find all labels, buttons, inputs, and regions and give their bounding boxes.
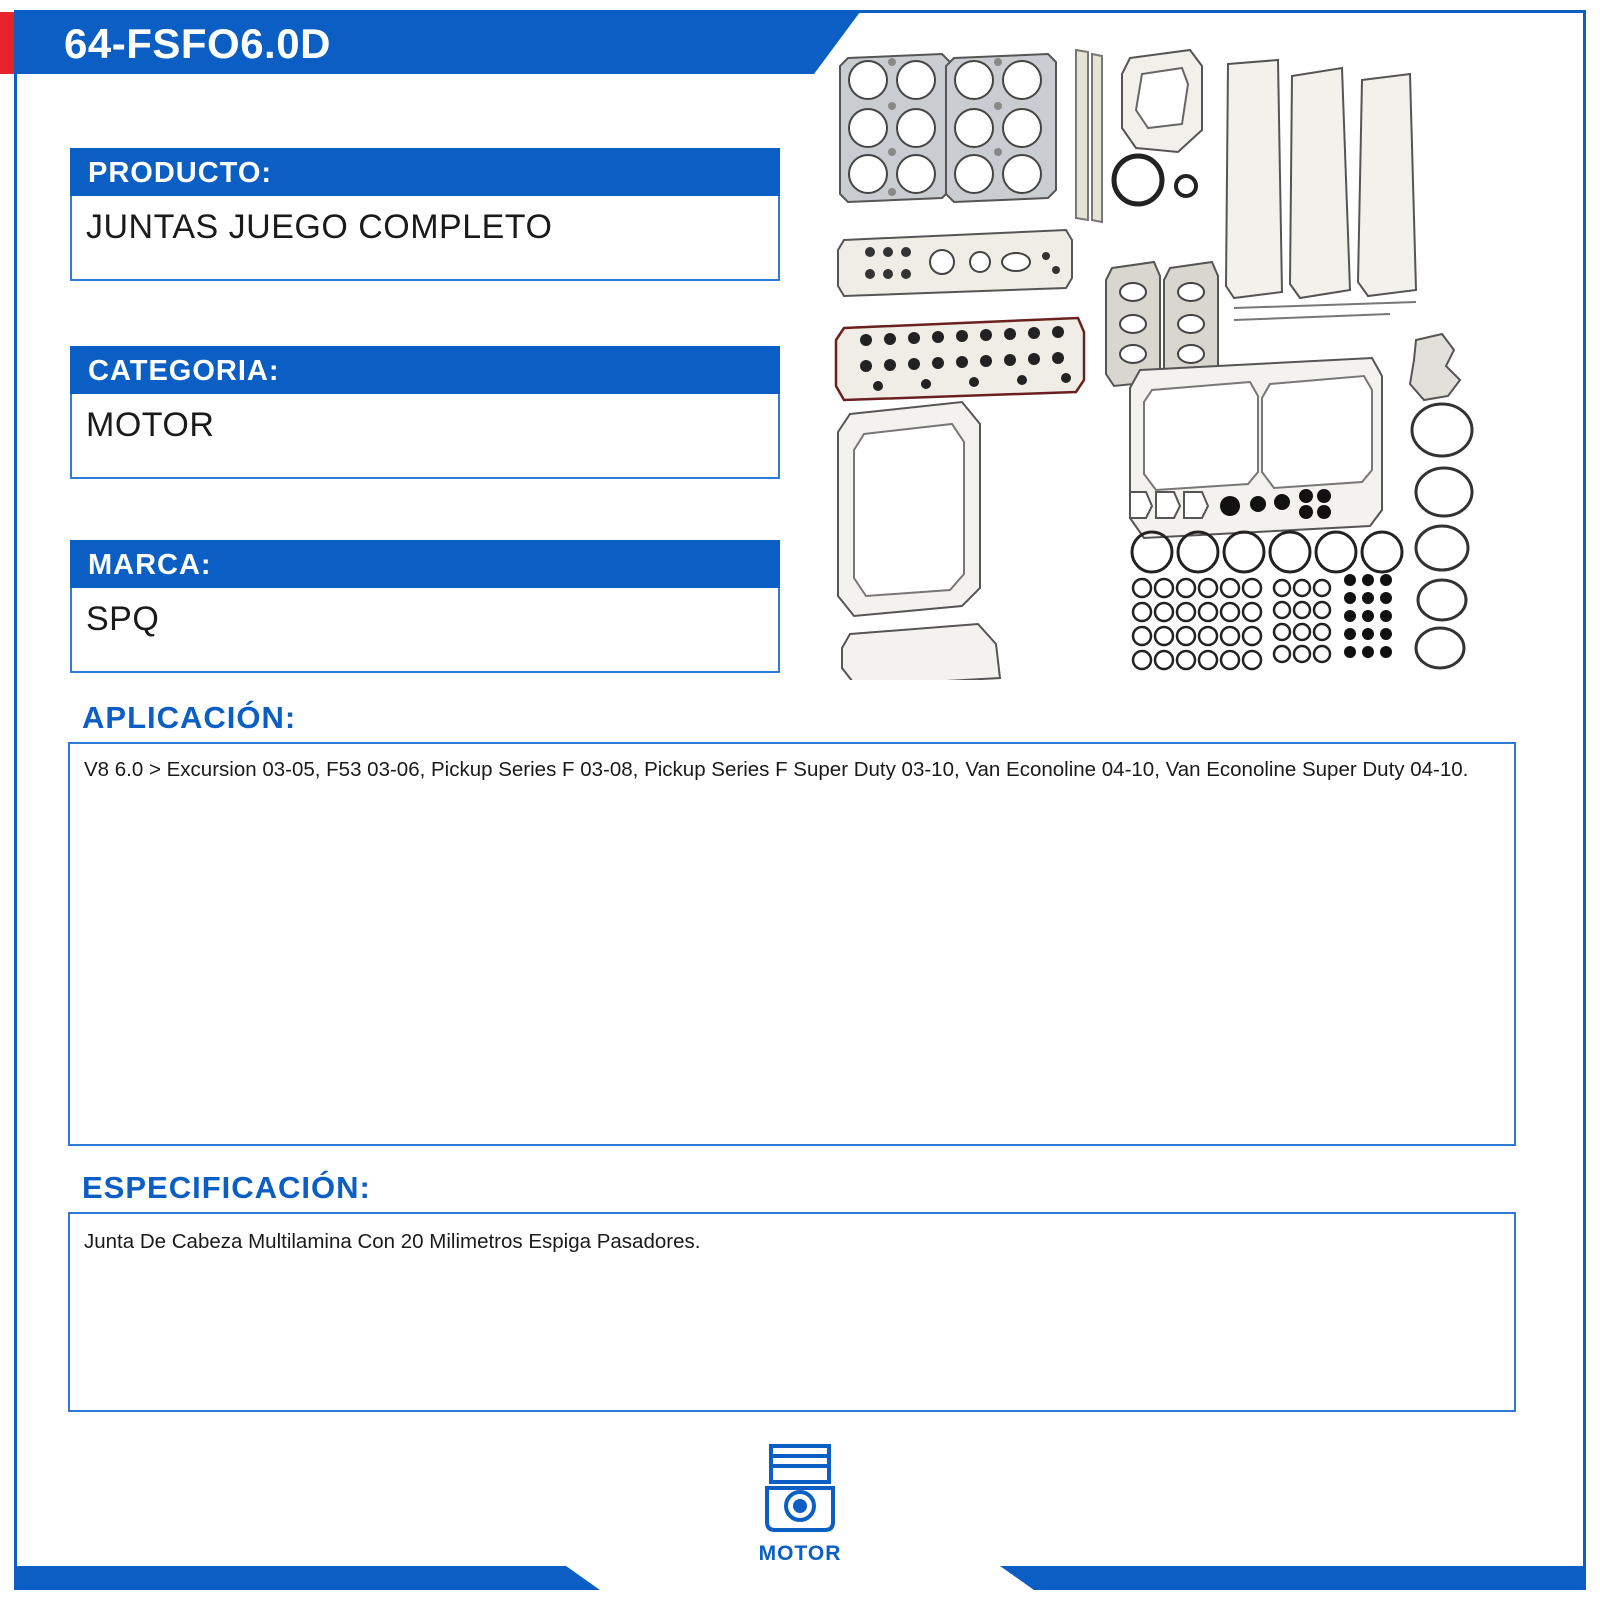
full-gasket-set-photo xyxy=(830,40,1570,680)
marca-label: MARCA: xyxy=(70,540,780,588)
aplicacion-text: V8 6.0 > Excursion 03-05, F53 03-06, Pickup Series F 03-08, Pickup Series F Super Duty 03-10, Van Econoline 04-10, Van Econoline Super Duty 04-10. xyxy=(84,758,1469,781)
info-block-categoria xyxy=(70,346,780,479)
producto-value: JUNTAS JUEGO COMPLETO xyxy=(86,208,553,246)
marca-value: SPQ xyxy=(86,600,160,638)
especificacion-title: ESPECIFICACIÓN: xyxy=(82,1170,371,1205)
info-block-producto xyxy=(70,148,780,281)
producto-value-box xyxy=(70,196,780,281)
footer-label: MOTOR xyxy=(758,1542,842,1565)
categoria-value: MOTOR xyxy=(86,406,215,444)
footer-notch xyxy=(600,1566,1000,1590)
marca-value-box xyxy=(70,588,780,673)
categoria-label: CATEGORIA: xyxy=(70,346,780,394)
categoria-value-box xyxy=(70,394,780,479)
sku-title: 64-FSFO6.0D xyxy=(64,20,331,67)
producto-label: PRODUCTO: xyxy=(70,148,780,196)
info-block-marca xyxy=(70,540,780,673)
aplicacion-title: APLICACIÓN: xyxy=(82,700,297,735)
piston-icon xyxy=(745,1438,855,1538)
aplicacion-box xyxy=(68,742,1516,1146)
especificacion-text: Junta De Cabeza Multilamina Con 20 Milimetros Espiga Pasadores. xyxy=(84,1230,701,1253)
